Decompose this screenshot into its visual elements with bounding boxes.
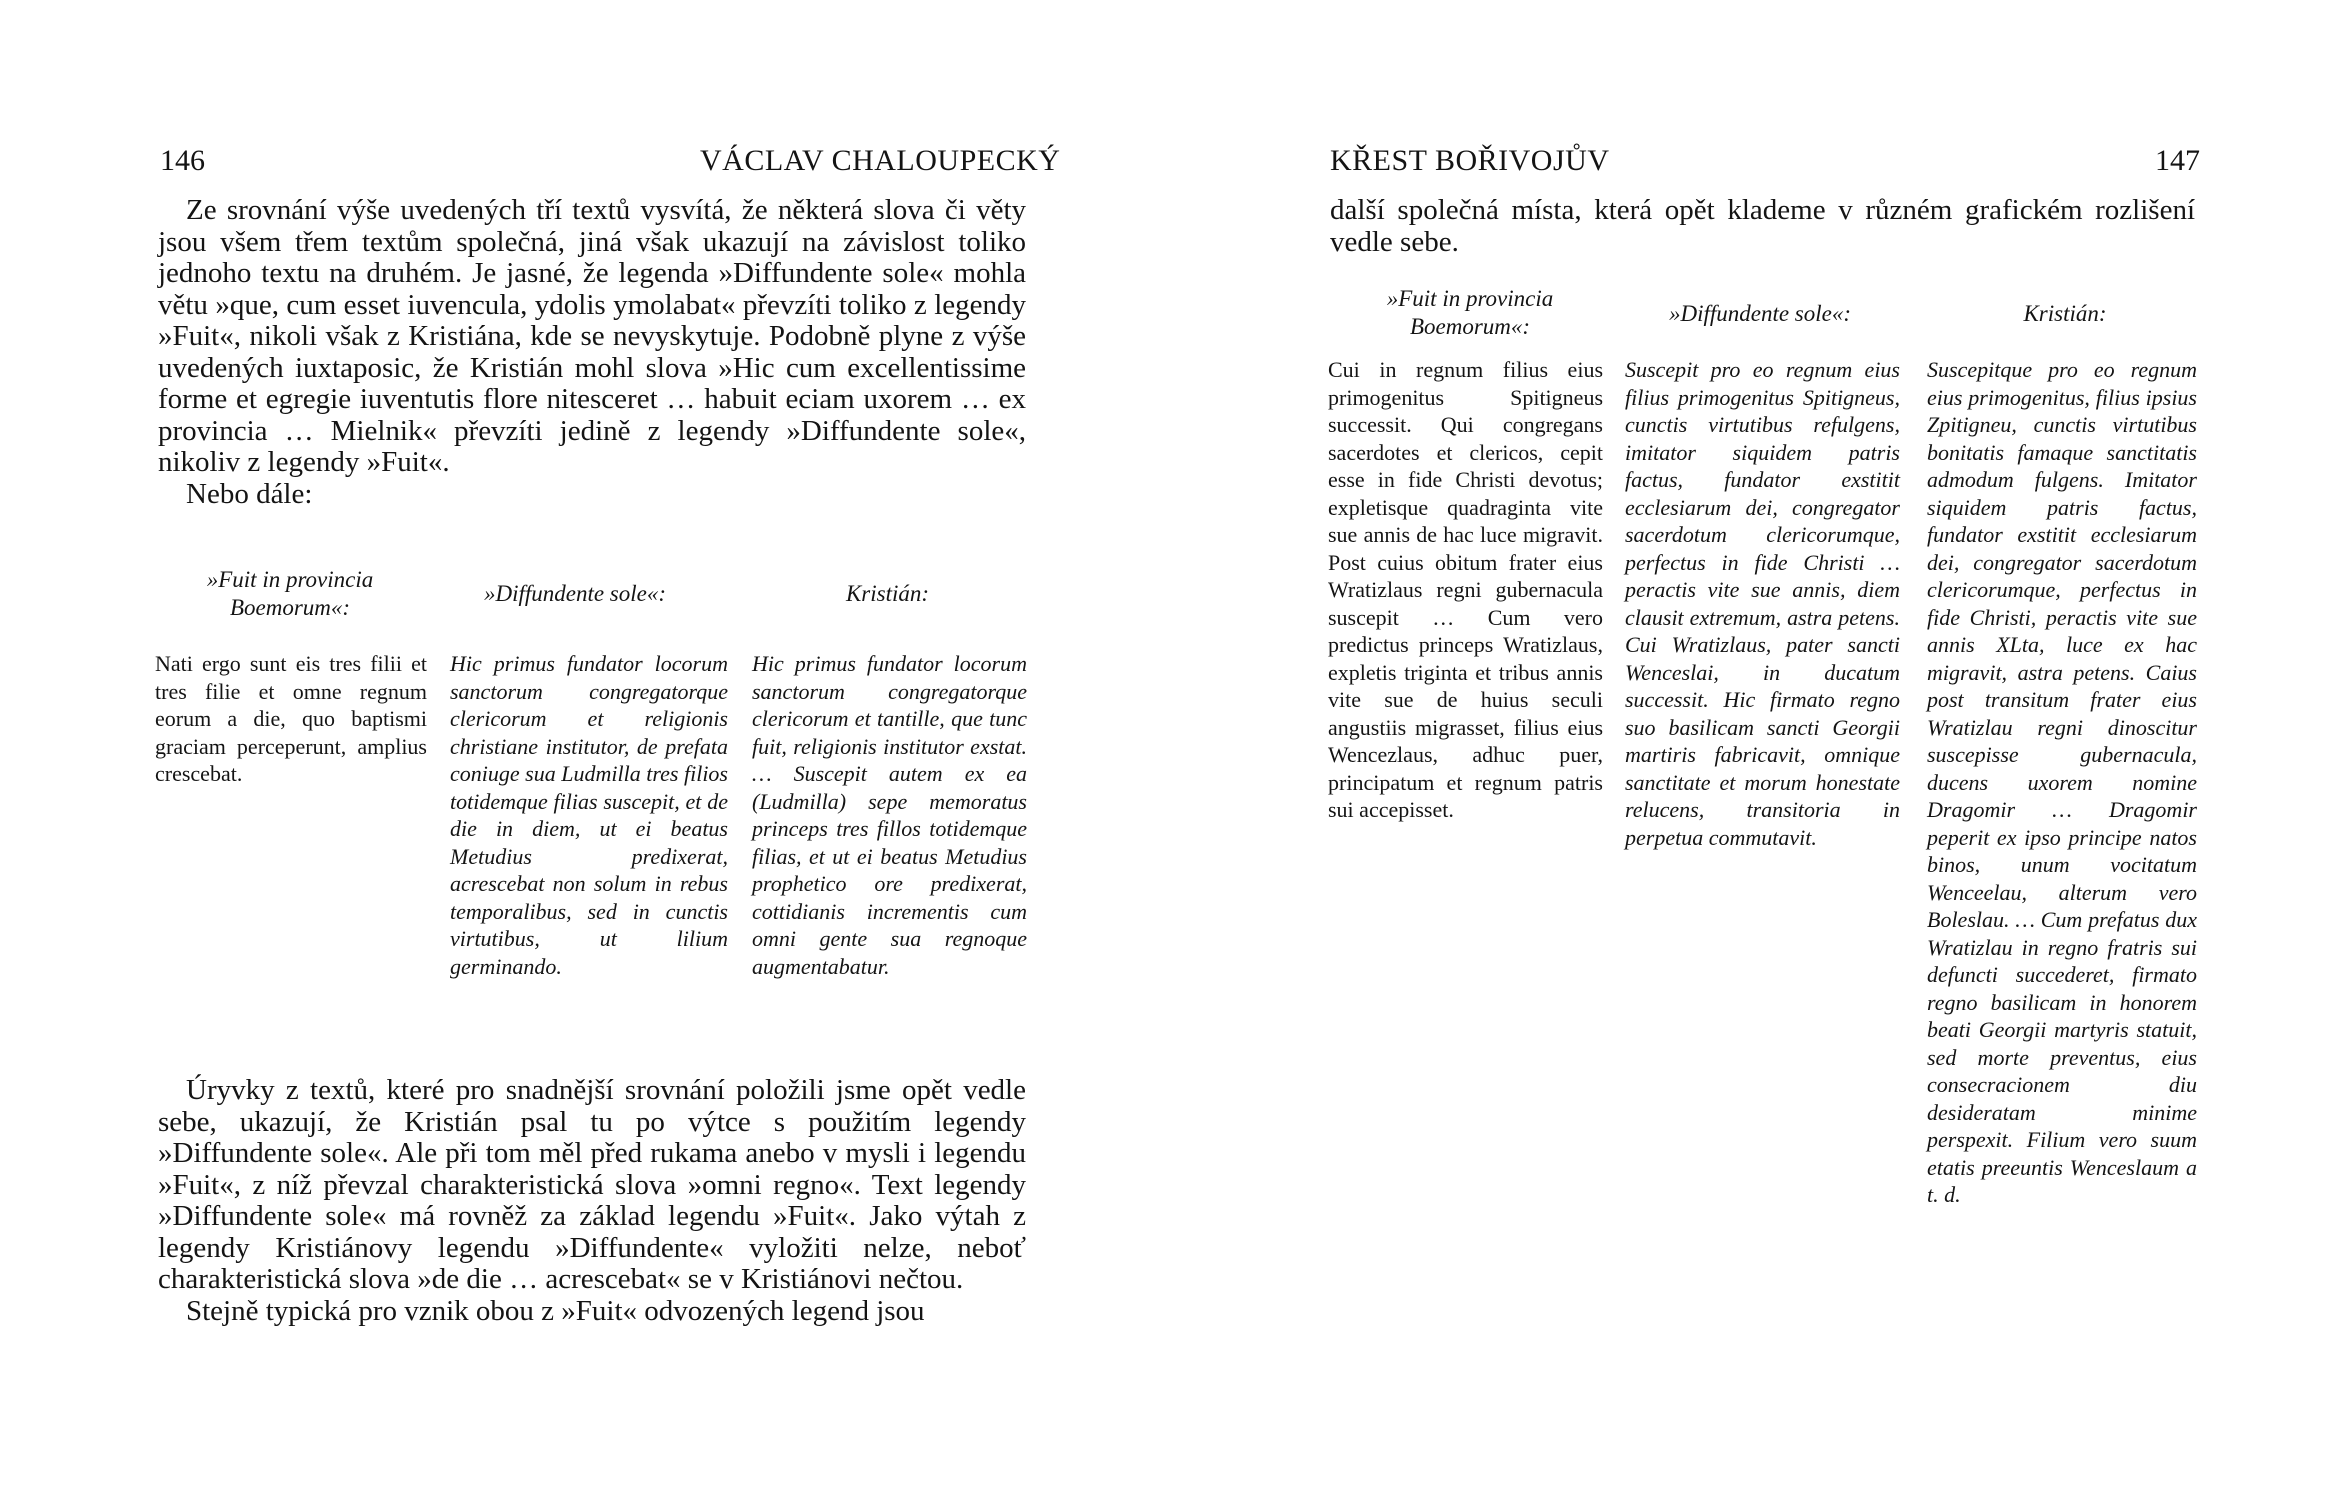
column-header-fuit: »Fuit in provincia Boemorum«: xyxy=(1386,286,1554,339)
running-head: KŘEST BOŘIVOJŮV xyxy=(1330,144,1610,177)
closing-text xyxy=(158,1075,1026,1327)
column-header-kristian: Kristián: xyxy=(2023,301,2107,326)
column-text-fuit: Cui in regnum filius eius primogenitus Spitigneus successit. Qui congregans sacerdotes et clericos, cepit esse in fide Christi devotus; expletisque quadraginta vite sue annis de hac luce migravit. Post cuius obitum frater eius Wratizlaus regni gubernacula suscepit … Cum vero predictus princeps Wratizlaus, expletis triginta et tribus annis vite sue de huius seculi angustiis migrasset, filius eius Wencezlaus, adhuc puer, principatum et regnum patris sui accepisset. xyxy=(1328,357,1603,822)
column-text-fuit: Nati ergo sunt eis tres filii et tres filie et omne regnum eorum a die, quo baptismi graciam perceperunt, amplius crescebat. xyxy=(155,651,427,786)
column-header-fuit: »Fuit in provincia Boemorum«: xyxy=(206,567,374,620)
page-number: 146 xyxy=(160,144,205,177)
intro-paragraph: Ze srovnání výše uvedených tří textů vysvítá, že některá slova či věty jsou všem třem textům společná, jiná však ukazují na závislost toliko jednoho textu na druhém. Je jasné, že legenda »Diffundente sole« mohla větu »que, cum esset iuvencula, ydolis ymolabat« převzíti toliko z legendy »Fuit«, nikoli však z Kristiána, kde se nevyskytuje. Podobně plyne z výše uvedených iuxtaposic, že Kristián mohl slova »Hic cum excellentissime forme et egregie iuventutis flore nitesceret … habuit eciam uxorem … ex provincia … Mielnik« převzíti jedině z legendy »Diffundente sole«, nikoliv z legendy »Fuit«. xyxy=(158,194,1026,478)
running-head: VÁCLAV CHALOUPECKÝ xyxy=(700,144,1061,177)
column-text-kristian: Suscepitque pro eo regnum eius primogenitus, filius ipsius Zpitigneu, cunctis virtutibus bonitatis famaque sanctitatis admodum fulgens. Imitator siquidem patris factus, fundator exstitit ecclesiarum dei, congregator sacerdotum clericorumque, perfectus in fide Christi, peractis vite sue annis XLta, luce ex hac migravit, astra petens. Caius post transitum frater eius Wratizlau regni dinoscitur suscepisse gubernacula, ducens uxorem nomine Dragomir … Dragomir peperit ex ipso principe natos binos, unum vocitatum Wenceelau, alterum vero Boleslau. … Cum prefatus dux Wratizlau in regno fratris sui defuncti succederet, firmato regno basilicam in honorem beati Georgii martyris statuit, sed morte preventus, eius consecracionem diu desideratam minime perspexit. Filium vero suum etatis preeuntis Wenceslaum a t. d. xyxy=(1927,357,2197,1207)
body-paragraph xyxy=(158,195,1026,510)
column-header-kristian: Kristián: xyxy=(845,581,930,606)
closing-paragraph-1: Úryvky z textů, které pro snadnější srovnání položili jsme opět vedle sebe, ukazují, že Kristián psal tu po výtce s použitím legendy »Diffundente sole«. Ale při tom měl před rukama anebo v mysli i legendu »Fuit«, z níž převzal charakteristická slova »omni regno«. Text legendy »Diffundente sole« má rovněž za základ legendu »Fuit«. Jako výtah z legendy Kristiánovy legendu »Diffundente« vyložiti nelze, neboť charakteristická slova »de die … acrescebat« se v Kristiánovi nečtou. xyxy=(158,1074,1026,1295)
intro-continuation: Nebo dále: xyxy=(186,477,313,510)
column-text-diffundente: Suscepit pro eo regnum eius filius primogenitus Spitigneus, cunctis virtutibus refulgens, imitator siquidem patris factus, fundator exstitit ecclesiarum dei, congregator sacerdotum clericorumque, perfectus in fide Christi … peractis vite sue annis, diem clausit extremum, astra petens. Cui Wratizlaus, pater sancti Wenceslai, in ducatum successit. Hic firmato regno suo basilicam sancti Georgii martiris fabricavit, omnique sanctitate et morum honestate relucens, transitoria in perpetua commutavit. xyxy=(1625,357,1900,850)
closing-paragraph-2: Stejně typická pro vznik obou z »Fuit« odvozených legend jsou xyxy=(186,1294,925,1327)
intro-paragraph: další společná místa, která opět klademe v různém grafickém rozlišení vedle sebe. xyxy=(1330,194,2195,258)
column-header-diffundente: »Diffundente sole«: xyxy=(483,581,667,606)
page-number: 147 xyxy=(2155,144,2200,177)
right-page xyxy=(1170,0,2340,1500)
column-text-diffundente: Hic primus fundator locorum sanctorum congregatorque clericorum et religionis christiane institutor, de prefata coniuge sua Ludmilla tres filios totidemque filias suscepit, et de die in diem, ut ei beatus Metudius predixerat, acrescebat non solum in rebus temporalibus, sed in cunctis virtutibus, ut lilium germinando. xyxy=(450,651,728,979)
column-text-kristian: Hic primus fundator locorum sanctorum congregatorque clericorum et tantille, que tunc fuit, religionis institutor exstat. … Suscepit autem ex ea (Ludmilla) sepe memoratus princeps tres fillos totidemque filias, et ut ei beatus Metudius prophetico ore predixerat, cottidianis incrementis cum omni gente sua regnoque augmentabatur. xyxy=(752,651,1027,979)
column-header-diffundente: »Diffundente sole«: xyxy=(1668,301,1852,326)
